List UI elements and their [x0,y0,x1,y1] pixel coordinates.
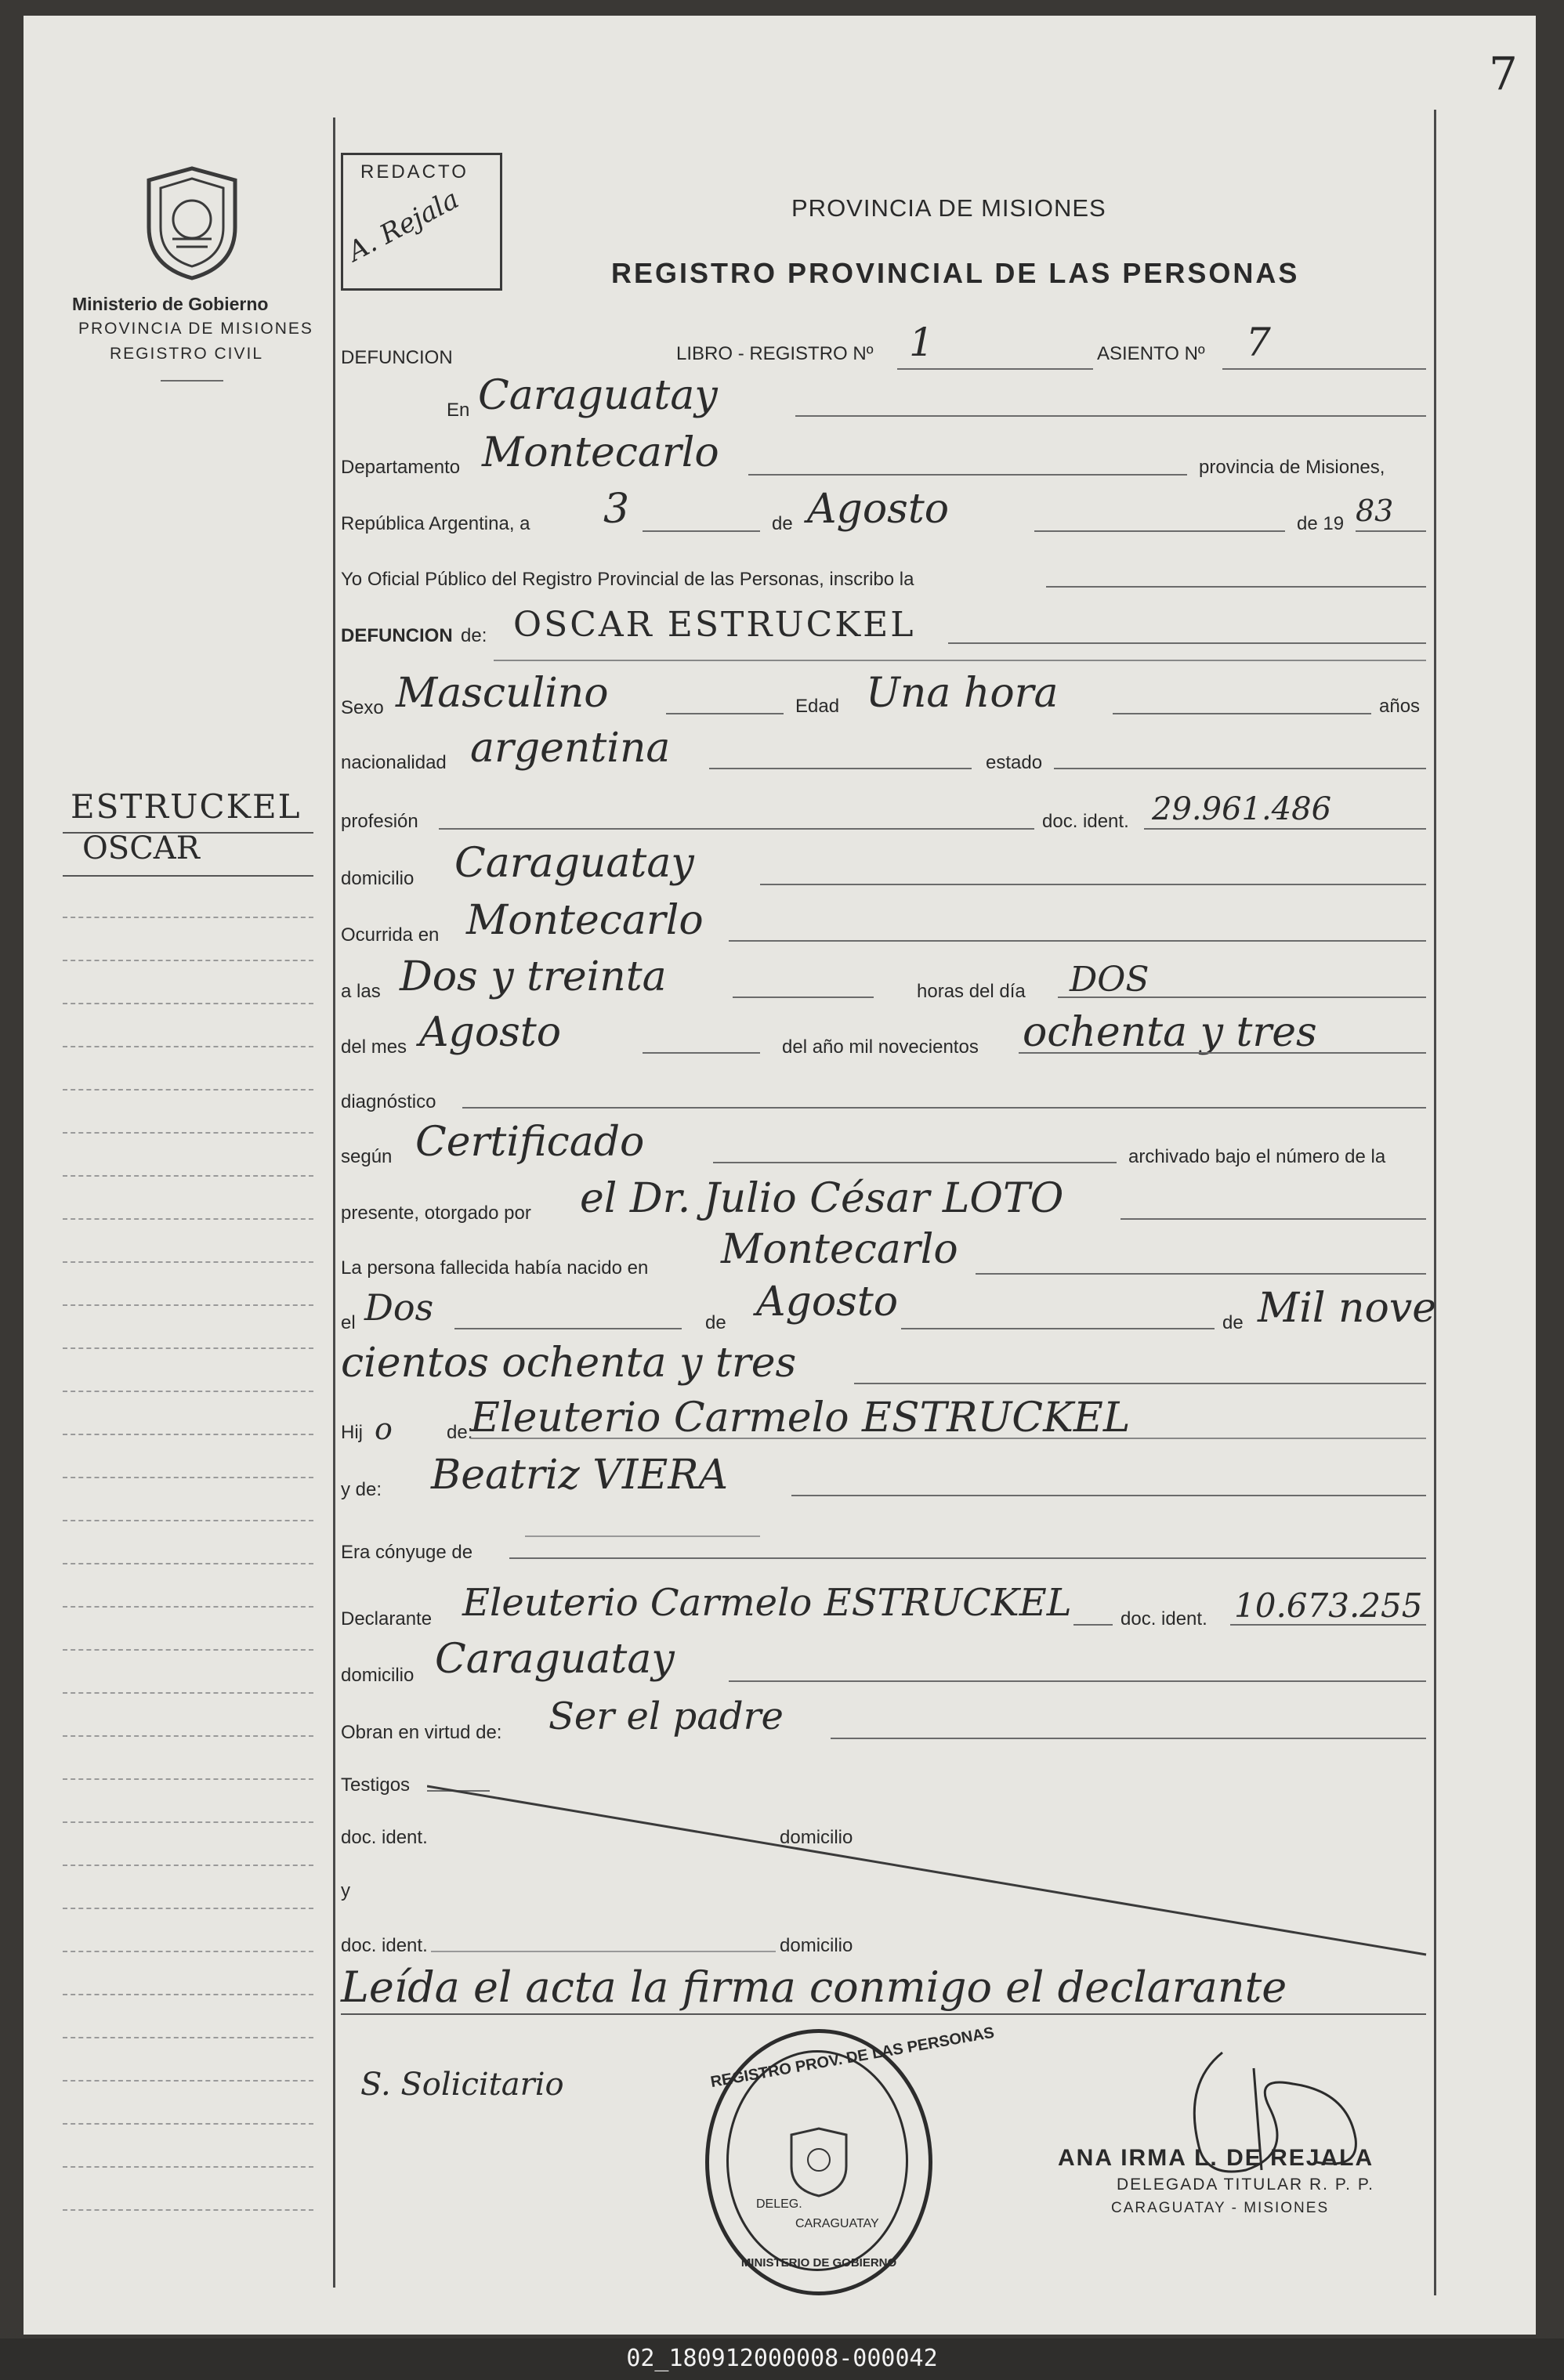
ministry-line3: REGISTRO CIVIL [110,345,264,363]
nac-de-label: de [705,1312,726,1333]
redacto-box [341,153,502,291]
stamp-inner3: MINISTERIO DE GOBIERNO [740,2256,897,2270]
official-name: ANA IRMA L. DE REJALA [1058,2145,1374,2171]
en-label: En [447,400,470,421]
sexo-value: Masculino [396,670,609,717]
archivado-label: archivado bajo el número de la [1128,1146,1386,1167]
stamp-ring-text: REGISTRO PROV. DE LAS PERSONAS [709,2024,996,2092]
dia-value: 3 [603,486,630,533]
nac-anio-value: Mil nove [1258,1285,1436,1332]
segun-value: Certificado [415,1119,645,1166]
redacto-label: REDACTO [360,161,469,183]
segun-label: según [341,1146,393,1167]
declarante-label: Declarante [341,1608,433,1629]
anios-label: años [1379,696,1421,717]
official-place: CARAGUATAY - MISIONES [1111,2200,1330,2216]
coat-of-arms-icon [141,165,243,282]
profesion-label: profesión [341,811,418,832]
nacionalidad-value: argentina [470,725,671,772]
margin-signature: S. Solicitario [360,2067,564,2103]
provincia-label: provincia de Misiones, [1199,457,1385,478]
stamp-emblem-icon [787,2127,850,2197]
conyuge-label: Era cónyuge de [341,1542,473,1563]
ministry-underline [161,380,223,382]
departamento-value: Montecarlo [482,429,719,476]
republica-label: República Argentina, a [341,513,530,534]
hora-value: Dos y treinta [400,953,667,1000]
official-title: DELEGADA TITULAR R. P. P. [1117,2176,1374,2194]
hijo-label: Hij [341,1422,363,1443]
footer-strip [0,2338,1564,2380]
decl-dom-value: Caraguatay [435,1636,675,1683]
anio-texto-value: ochenta y tres [1023,1009,1317,1056]
ocurrida-value: Montecarlo [466,897,704,944]
right-column-rule [1434,110,1436,2295]
decl-doc-label: doc. ident. [1121,1608,1207,1629]
nombre-value: OSCAR ESTRUCKEL [513,605,916,645]
t2-dom-label: domicilio [780,1935,853,1956]
margin-surname: ESTRUCKEL [71,787,302,826]
nac-anio-cont: cientos ochenta y tres [341,1340,797,1387]
anio-value: 83 [1356,494,1394,528]
en-value: Caraguatay [478,372,718,419]
padre-value: Eleuterio Carmelo ESTRUCKEL [470,1394,1131,1441]
decl-doc-value: 10.673.255 [1234,1586,1423,1625]
doc-ident-value: 29.961.486 [1152,791,1332,827]
sexo-label: Sexo [341,697,384,718]
testigos-strike-line [427,1778,1430,1959]
stamp-inner1: DELEG. [756,2197,802,2211]
t2-doc-label: doc. ident. [341,1935,428,1956]
t-doc-label: doc. ident. [341,1827,428,1848]
ocurrida-label: Ocurrida en [341,924,440,946]
defuncion-de-label: DEFUNCION [341,625,453,646]
libro-label: LIBRO - REGISTRO Nº [676,343,874,364]
horas-label: horas del día [917,981,1026,1002]
struck-out-text [525,1535,760,1543]
domicilio-value: Caraguatay [454,840,694,887]
alas-label: a las [341,981,381,1002]
margin-given: OSCAR [82,830,200,866]
ministry-line2: PROVINCIA DE MISIONES [78,320,313,338]
oficial-text: Yo Oficial Público del Registro Provincial de las Personas, inscribo la [341,569,914,590]
madre-value: Beatriz VIERA [431,1452,729,1499]
nac-dia-value: Dos [364,1286,434,1329]
obran-value: Ser el padre [548,1695,784,1738]
testigos-label: Testigos [341,1774,411,1796]
diagnostico-label: diagnóstico [341,1091,436,1112]
record-type: DEFUNCION [341,347,453,368]
hijo-de-label: de: [447,1422,473,1443]
el-label: el [341,1312,356,1333]
ministry-line1: Ministerio de Gobierno [72,294,269,314]
libro-value: 1 [909,320,934,365]
nacido-label: La persona fallecida había nacido en [341,1257,649,1279]
declarante-value: Eleuterio Carmelo ESTRUCKEL [462,1581,1072,1625]
obran-label: Obran en virtud de: [341,1722,502,1743]
nacido-value: Montecarlo [721,1226,958,1273]
stamp-inner2: CARAGUATAY [795,2217,879,2230]
mes-value: Agosto [807,486,950,533]
estado-label: estado [986,752,1043,773]
otorgado-value: el Dr. Julio César LOTO [580,1175,1064,1222]
asiento-label: ASIENTO Nº [1097,343,1205,364]
dia-texto-value: DOS [1070,960,1149,1000]
header-province: PROVINCIA DE MISIONES [791,194,1106,222]
edad-value: Una hora [866,670,1059,717]
yde-label: y de: [341,1479,382,1500]
delanio-label: del año mil novecientos [782,1036,979,1058]
footer-id: 02_180912000008-000042 [626,2345,938,2372]
delmes-value: Agosto [419,1009,562,1056]
nacionalidad-label: nacionalidad [341,752,447,773]
presente-label: presente, otorgado por [341,1203,531,1224]
official-stamp [705,2024,996,2295]
de19-label: de 19 [1297,513,1345,534]
domicilio-label: domicilio [341,868,415,889]
nac-de2-label: de [1222,1312,1244,1333]
edad-label: Edad [795,696,840,717]
redacto-signature: A. Rejala [342,183,465,268]
de-small: de: [461,625,487,646]
hijo-suffix: o [375,1412,393,1446]
t-dom-label: domicilio [780,1827,853,1848]
left-column-rule [333,118,335,2288]
doc-ident-label: doc. ident. [1042,811,1129,832]
leida-value: Leída el acta la firma conmigo el declarante [341,1962,1287,2012]
de-label: de [772,513,793,534]
nac-mes-value: Agosto [756,1279,899,1326]
decl-dom-label: domicilio [341,1665,415,1686]
asiento-value: 7 [1246,320,1271,365]
departamento-label: Departamento [341,457,461,478]
delmes-label: del mes [341,1036,407,1058]
y-label: y [341,1880,350,1901]
header-registry: REGISTRO PROVINCIAL DE LAS PERSONAS [611,257,1300,289]
document-page [24,16,1536,2335]
page-number: 7 [1489,47,1518,100]
